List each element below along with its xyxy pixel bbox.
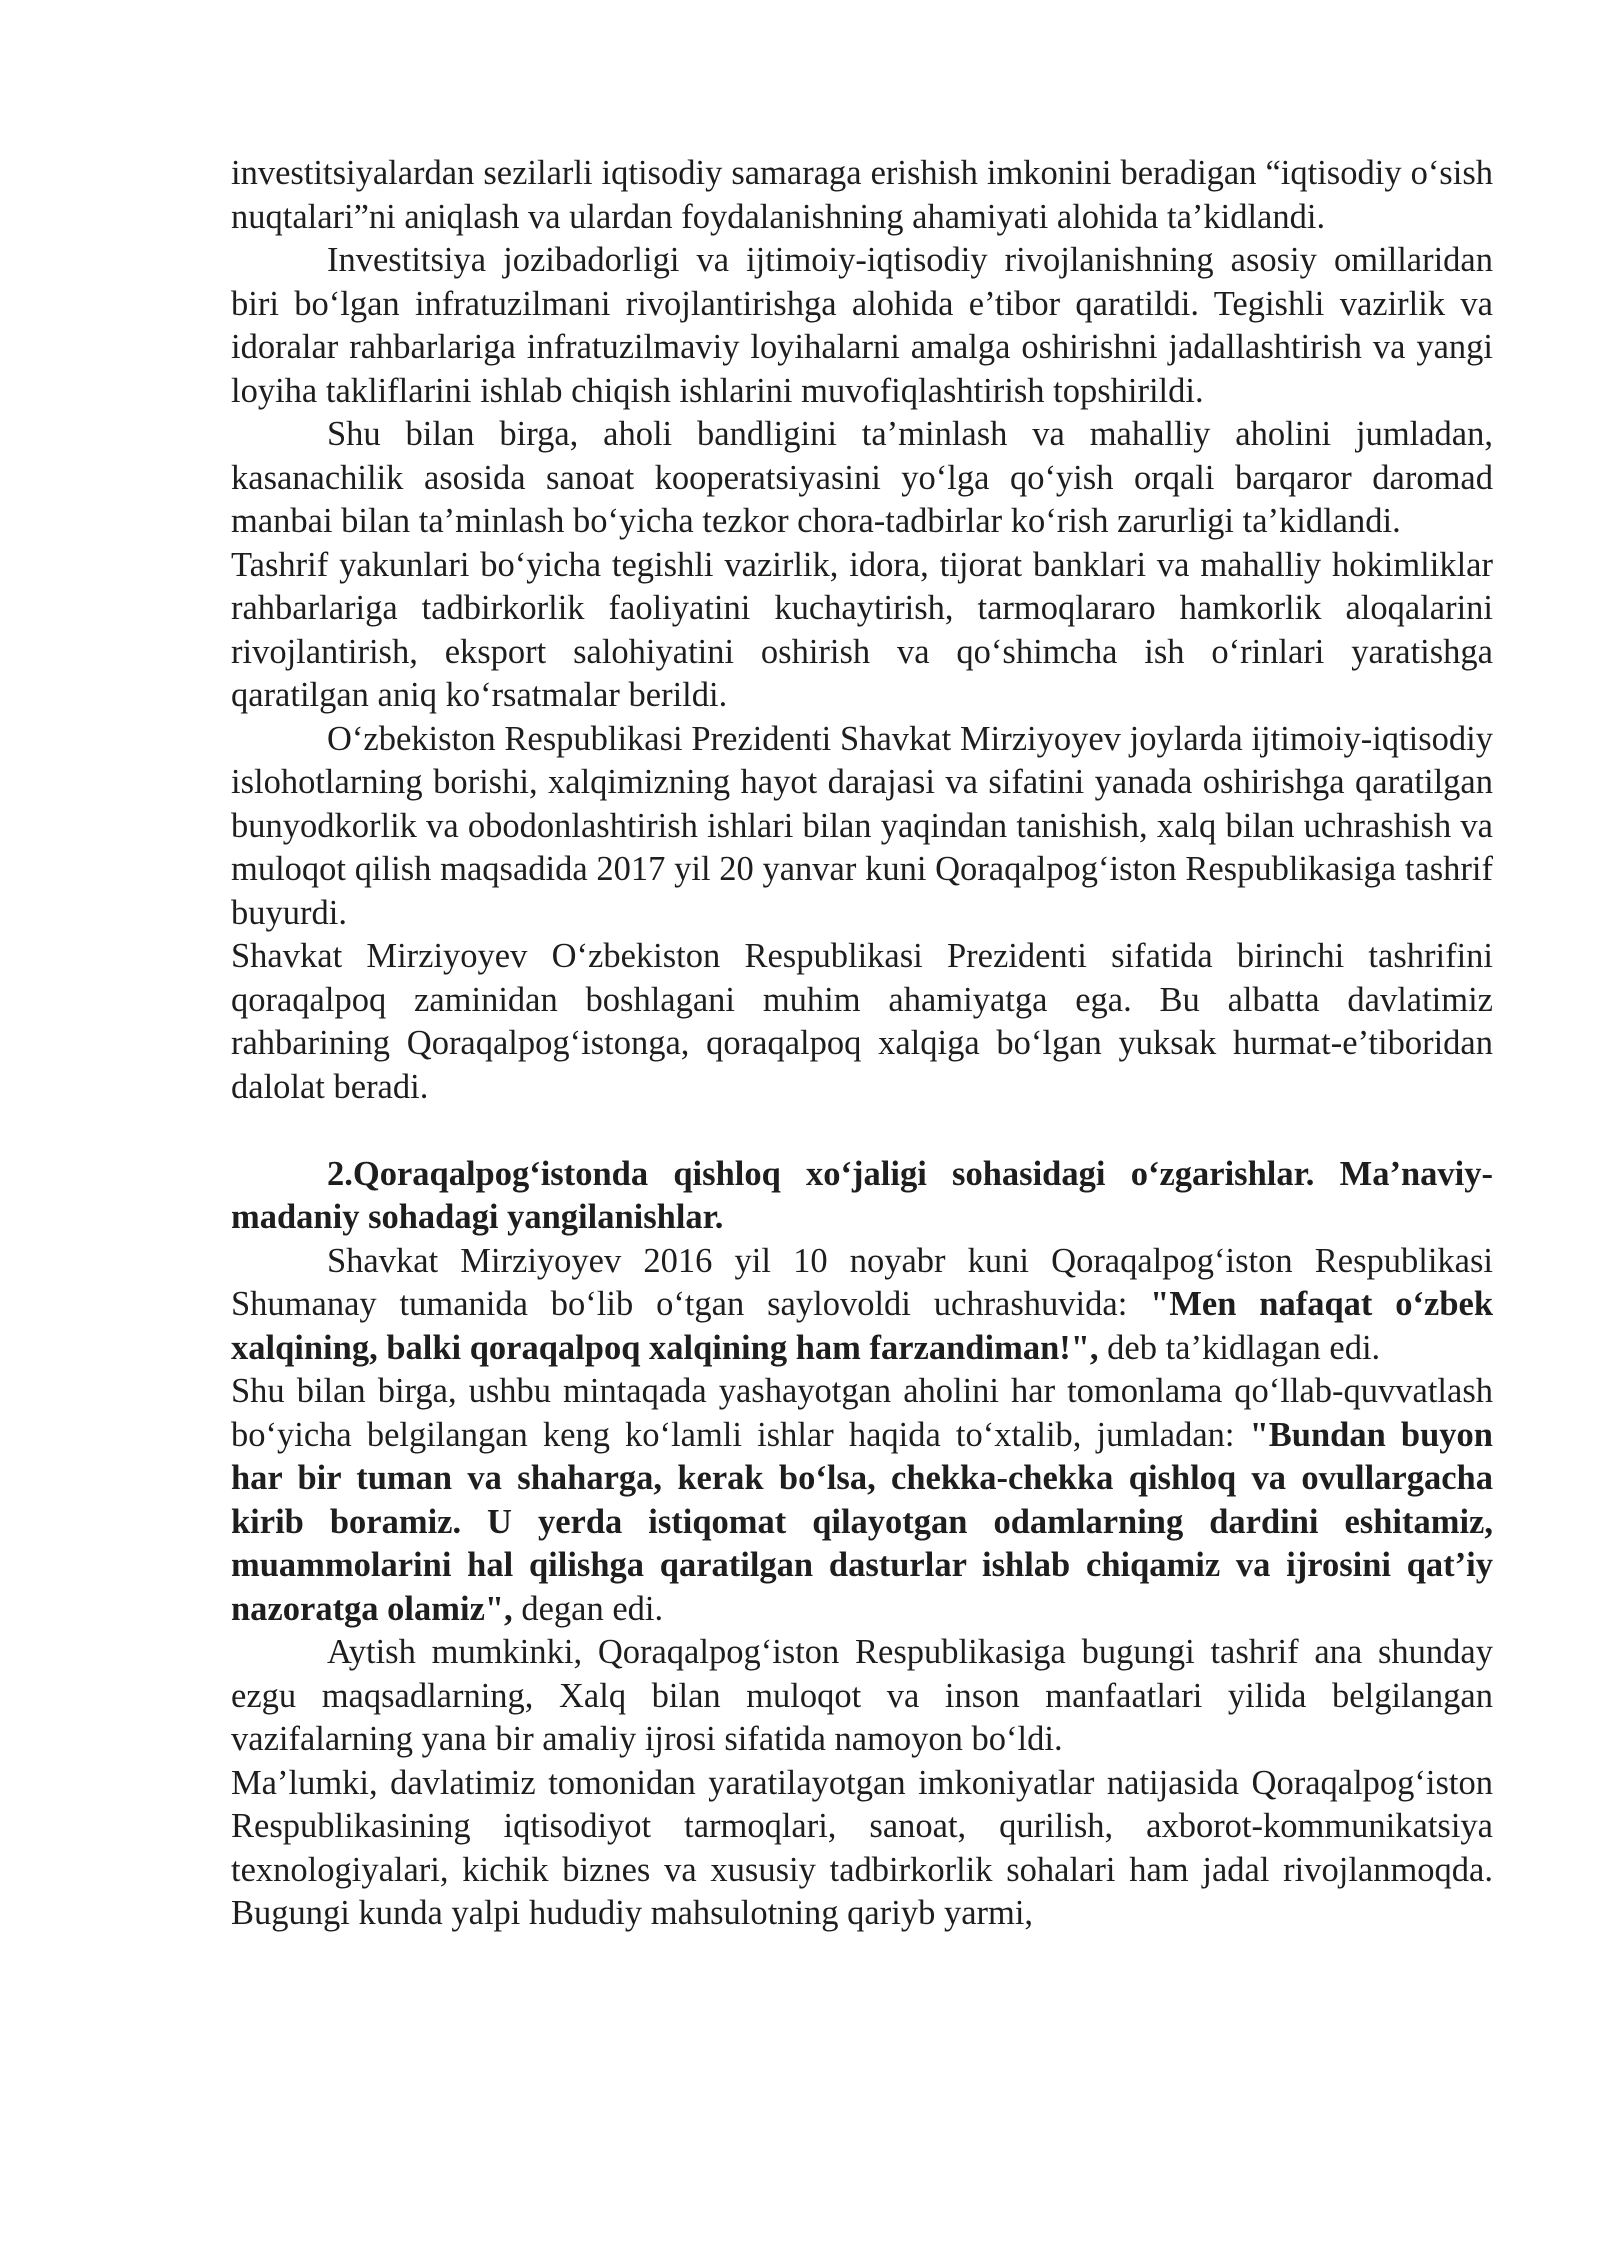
paragraph-5: O‘zbekiston Respublikasi Prezidenti Shavkat Mirziyoyev joylarda ijtimoiy-iqtisodiy islohotlarning borishi, xalqimizning hayot darajasi va sifatini yanada oshirishga qaratilgan bunyodkorlik va obodonlashtirish ishlari bilan yaqindan tanishish, xalq bilan uchrashish va muloqot qilish maqsadida 2017 yil 20 yanvar kuni Qoraqalpog‘iston Respublikasiga tashrif buyurdi. xyxy=(231,719,1493,932)
paragraph-7-text: Shavkat Mirziyoyev 2016 yil 10 noyabr kuni Qoraqalpog‘iston Respublikasi Shumanay tumanida bo‘lib o‘tgan saylovoldi uchrashuvida: xyxy=(231,1241,1493,1323)
paragraph-3: Shu bilan birga, aholi bandligini ta’minlash va mahalliy aholini jumladan, kasanachilik asosida sanoat kooperatsiyasini yo‘lga qo‘yish orqali barqaror daromad manbai bilan ta’minlash bo‘yicha tezkor chora-tadbirlar ko‘rish zarurligi ta’kidlandi. xyxy=(231,415,1493,540)
paragraph-4: Tashrif yakunlari bo‘yicha tegishli vazirlik, idora, tijorat banklari va mahalliy hokimliklar rahbarlariga tadbirkorlik faoliyatini kuchaytirish, tarmoqlararo hamkorlik aloqalarini rivojlantirish, eksport salohiyatini oshirish va qo‘shimcha ish o‘rinlari yaratishga qaratilgan aniq ko‘rsatmalar berildi. xyxy=(231,545,1493,714)
paragraph-7-tail: deb ta’kidlagan edi. xyxy=(1098,1328,1381,1367)
paragraph-10: Ma’lumki, davlatimiz tomonidan yaratilayotgan imkoniyatlar natijasida Qoraqalpog‘iston Respublikasining iqtisodiyot tarmoqlari, sanoat, qurilish, axborot-kommunikatsiya texnologiyalari, kichik biznes va xususiy tadbirkorlik sohalari ham jadal rivojlanmoqda. Bugungi kunda yalpi hududiy mahsulotning qariyb yarmi, xyxy=(231,1763,1493,1932)
paragraph-9: Aytish mumkinki, Qoraqalpog‘iston Respublikasiga bugungi tashrif ana shunday ezgu maqsadlarning, Xalq bilan muloqot va inson manfaatlari yilida belgilangan vazifalarning yana bir amaliy ijrosi sifatida namoyon bo‘ldi. xyxy=(231,1633,1493,1758)
paragraph-6: Shavkat Mirziyoyev O‘zbekiston Respublikasi Prezidenti sifatida birinchi tashrifini qoraqalpoq zaminidan boshlagani muhim ahamiyatga ega. Bu albatta davlatimiz rahbarining Qoraqalpog‘istonga, qoraqalpoq xalqiga bo‘lgan yuksak hurmat-e’tiboridan dalolat beradi. xyxy=(231,937,1493,1106)
paragraph-2: Investitsiya jozibadorligi va ijtimoiy-iqtisodiy rivojlanishning asosiy omillaridan biri bo‘lgan infratuzilmani rivojlantirishga alohida e’tibor qaratildi. Tegishli vazirlik va idoralar rahbarlariga infratuzilmaviy loyihalarni amalga oshirishni jadallashtirish va yangi loyiha takliflarini ishlab chiqish ishlarini muvofiqlashtirish topshirildi. xyxy=(231,241,1493,410)
paragraph-8 xyxy=(231,1370,1493,1631)
paragraph-8-tail: degan edi. xyxy=(512,1589,664,1628)
paragraph-7 xyxy=(231,1240,1493,1371)
paragraph-8-quote: "Bundan buyon har bir tuman va shaharga, kerak bo‘lsa, chekka-chekka qishloq va ovullargacha kirib boramiz. U yerda istiqomat qilayotgan odamlarning dardini eshitamiz, muammolarini hal qilishga qaratilgan dasturlar ishlab chiqamiz va ijrosini qat’iy nazoratga olamiz", xyxy=(231,1415,1493,1628)
document-page xyxy=(231,152,1493,1936)
paragraph-1: investitsiyalardan sezilarli iqtisodiy samaraga erishish imkonini beradigan “iqtisodiy o‘sish nuqtalari”ni aniqlash va ulardan foydalanishning ahamiyati alohida ta’kidlandi. xyxy=(231,154,1493,236)
paragraph-8-text: Shu bilan birga, ushbu mintaqada yashayotgan aholini har tomonlama qo‘llab-quvvatlash bo‘yicha belgilangan keng ko‘lamli ishlar haqida to‘xtalib, jumladan: xyxy=(231,1372,1493,1454)
paragraph-7-quote: "Men nafaqat o‘zbek xalqining, balki qoraqalpoq xalqining ham farzandiman!", xyxy=(231,1285,1494,1367)
section-heading: 2.Qoraqalpog‘istonda qishloq xo‘jaligi sohasidagi o‘zgarishlar. Ma’naviy-madaniy sohadagi yangilanishlar. xyxy=(231,1154,1493,1236)
